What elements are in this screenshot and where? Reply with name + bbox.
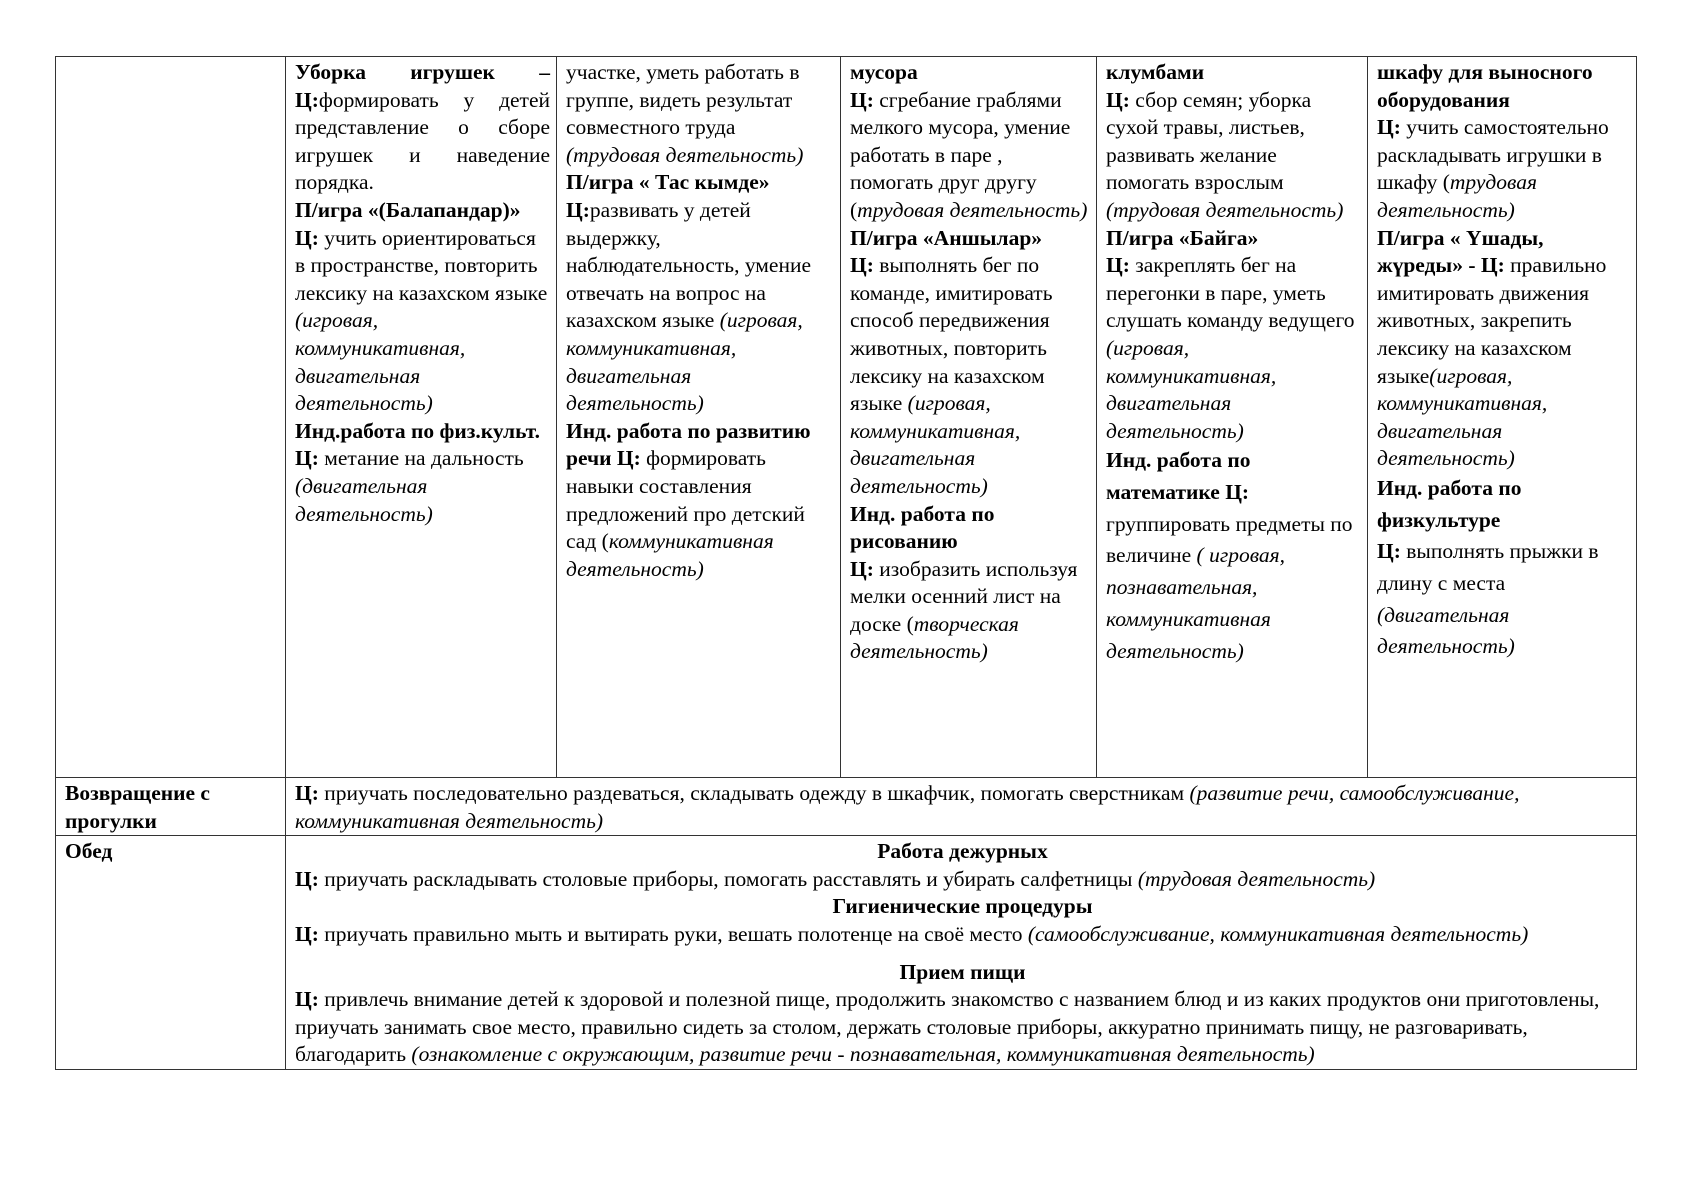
game-title: П/игра «(Балапандар)» (295, 197, 521, 222)
goal-marker: Ц: (295, 225, 319, 250)
goal-marker: Ц: (1106, 253, 1130, 278)
game-block (850, 225, 1090, 501)
lunch-content-cell (286, 836, 1637, 1070)
activity-types: творческая деятельность) (850, 611, 1019, 664)
activity-types: (двигательная деятельность) (1377, 602, 1515, 659)
game-goal-text: закреплять бег на перегонки в паре, уметь слушать команду ведущего (1106, 253, 1355, 333)
labor-title: шкафу для выносного оборудования (1377, 60, 1593, 112)
individual-work-title: Инд. работа по развитию речи Ц: (566, 418, 811, 471)
activity-cell-4 (1097, 57, 1368, 778)
goal-marker: Ц: (295, 87, 319, 112)
game-title: П/игра « Үшады, жүреды» - (1377, 225, 1544, 278)
goal-marker: Ц: (566, 197, 590, 222)
individual-work-block (850, 501, 1090, 667)
activity-types: (трудовая деятельность) (1137, 866, 1376, 891)
return-goal-text: приучать последовательно раздеваться, складывать одежду в шкафчик, помогать сверстникам (318, 781, 1190, 805)
game-block (295, 197, 550, 418)
goal-marker: Ц: (850, 87, 874, 112)
goal-marker: Ц: (295, 921, 319, 946)
cleanup-title: Уборка игрушек (295, 60, 495, 84)
individual-work-title: Инд.работа по физ.культ. (295, 418, 540, 443)
goal-marker: Ц: (1377, 115, 1401, 140)
cleanup-block (295, 59, 550, 197)
individual-work-goal-text: формировать навыки составления предложений про детский сад ( (566, 446, 805, 554)
hygiene-goal-text: приучать правильно мыть и вытирать руки, вешать полотенце на своё место (318, 921, 1028, 946)
individual-work-goal-text: группировать предметы по величине (1106, 511, 1353, 568)
lunch-row (56, 836, 1637, 1070)
game-block (1106, 225, 1361, 446)
individual-work-title: Инд. работа по физкультуре (1377, 475, 1522, 532)
individual-work-title: Инд. работа по математике Ц: (1106, 448, 1251, 505)
row-label-cell-empty (56, 57, 286, 778)
activity-types: (ознакомление с окружающим, развитие речи - познавательная, коммуникативная деятельность) (411, 1042, 1315, 1067)
game-title: П/игра « Тас кымде» (566, 170, 770, 195)
duty-heading: Работа дежурных (877, 839, 1048, 864)
goal-marker: Ц: (295, 987, 319, 1012)
goal-marker: Ц: (295, 866, 319, 891)
labor-goal-text: сгребание граблями мелкого мусора, умение работать в паре , помогать друг другу ( (850, 87, 1071, 222)
hygiene-heading: Гигиенические процедуры (832, 894, 1093, 919)
activity-types: (игровая, коммуникативная, двигательная деятельность) (1106, 335, 1277, 443)
activity-types: (игровая, коммуникативная, двигательная деятельность) (850, 391, 1021, 498)
activity-types: (двигательная деятельность) (295, 473, 433, 526)
walk-activities-row (56, 57, 1637, 778)
labor-block (850, 59, 1090, 225)
game-title: П/игра «Байга» (1106, 225, 1259, 250)
activity-types: (трудовая деятельность) (1106, 197, 1344, 222)
meal-goal-text: привлечь внимание детей к здоровой и полезной пище, продолжить знакомство с названием блюд и из каких продуктов они приготовлены, приучать занимать свое место, правильно сидеть за столом, держать столовые приборы, аккуратно принимать пищу, не разговаривать, благодарить (295, 987, 1600, 1067)
activity-cell-1 (286, 57, 557, 778)
meal-text (295, 986, 1630, 1069)
game-block (1377, 225, 1630, 473)
labor-goal-text: участке, уметь работать в группе, видеть результат совместного труда (566, 60, 800, 140)
individual-work-goal-text: выполнять прыжки в длину с места (1377, 539, 1599, 596)
goal-marker: Ц: (1480, 253, 1505, 278)
activity-types: коммуникативная деятельность) (566, 529, 774, 581)
activity-cell-5 (1368, 57, 1637, 778)
row-label-lunch: Обед (56, 836, 286, 1070)
hygiene-text (295, 921, 1630, 949)
activity-cell-3 (841, 57, 1097, 778)
goal-marker: Ц: (1106, 87, 1130, 112)
game-goal-text: правильно имитировать движения животных, закрепить лексику на казахском языке (1377, 253, 1607, 388)
activity-types: (игровая, коммуникативная, двигательная деятельность) (295, 308, 466, 416)
meal-heading: Прием пищи (899, 959, 1026, 984)
return-from-walk-row (56, 778, 1637, 836)
row-label-return: Возвращение с прогулки (56, 778, 286, 836)
duty-text (295, 866, 1630, 894)
activity-types: (игровая, коммуникативная, двигательная деятельность) (1377, 363, 1548, 471)
activity-types: ( игровая, познавательная, коммуникативная деятельность) (1106, 543, 1286, 663)
labor-title: мусора (850, 60, 918, 84)
activity-types: (развитие речи, самообслуживание, коммуникативная деятельность) (295, 781, 1520, 833)
individual-work-block (1377, 473, 1630, 663)
activity-types: (трудовая деятельность) (566, 142, 804, 167)
goal-marker: Ц: (850, 253, 874, 278)
activity-types: трудовая деятельность) (1377, 170, 1537, 222)
labor-title: клумбами (1106, 60, 1205, 84)
game-goal-text: развивать у детей выдержку, наблюдательность, умение отвечать на вопрос на казахском языке (566, 197, 812, 333)
game-goal-text: выполнять бег по команде, имитировать способ передвижения животных, повторить лексику на казахском языке (850, 253, 1053, 416)
individual-work-goal-text: изобразить используя мелки осенний лист на доске ( (850, 556, 1078, 636)
goal-marker: Ц: (295, 446, 319, 471)
cleanup-goal-text: формировать у детей представление о сборе игрушек и наведение порядка. (295, 87, 550, 195)
cleanup-dash: – (494, 60, 551, 84)
goal-marker: Ц: (850, 556, 874, 581)
goal-marker: Ц: (1377, 539, 1401, 564)
labor-block (1106, 59, 1361, 225)
labor-goal-text: сбор семян; уборка сухой травы, листьев, развивать желание помогать взрослым (1106, 87, 1312, 195)
goal-marker: Ц: (295, 781, 319, 805)
individual-work-goal-text: метание на дальность (318, 446, 524, 471)
labor-block (1377, 59, 1630, 225)
labor-goal-text: учить самостоятельно раскладывать игрушки в шкафу ( (1377, 115, 1609, 195)
activity-types: (самообслуживание, коммуникативная деятельность) (1027, 921, 1529, 946)
individual-work-title: Инд. работа по рисованию (850, 501, 995, 554)
game-block (566, 169, 834, 417)
individual-work-block (295, 418, 550, 528)
duty-goal-text: приучать раскладывать столовые приборы, помогать расставлять и убирать салфетницы (318, 866, 1138, 891)
activity-types: трудовая деятельность) (857, 197, 1088, 222)
daily-plan-table (55, 56, 1637, 1070)
individual-work-block (566, 418, 834, 584)
return-content-cell (286, 778, 1637, 836)
individual-work-block (1106, 445, 1361, 667)
game-goal-text: учить ориентироваться в пространстве, повторить лексику на казахском языке (295, 225, 548, 305)
activity-types: (игровая, коммуникативная, двигательная деятельность) (566, 308, 803, 416)
activity-cell-2 (557, 57, 841, 778)
game-title: П/игра «Аншылар» (850, 225, 1043, 250)
labor-block (566, 59, 834, 169)
